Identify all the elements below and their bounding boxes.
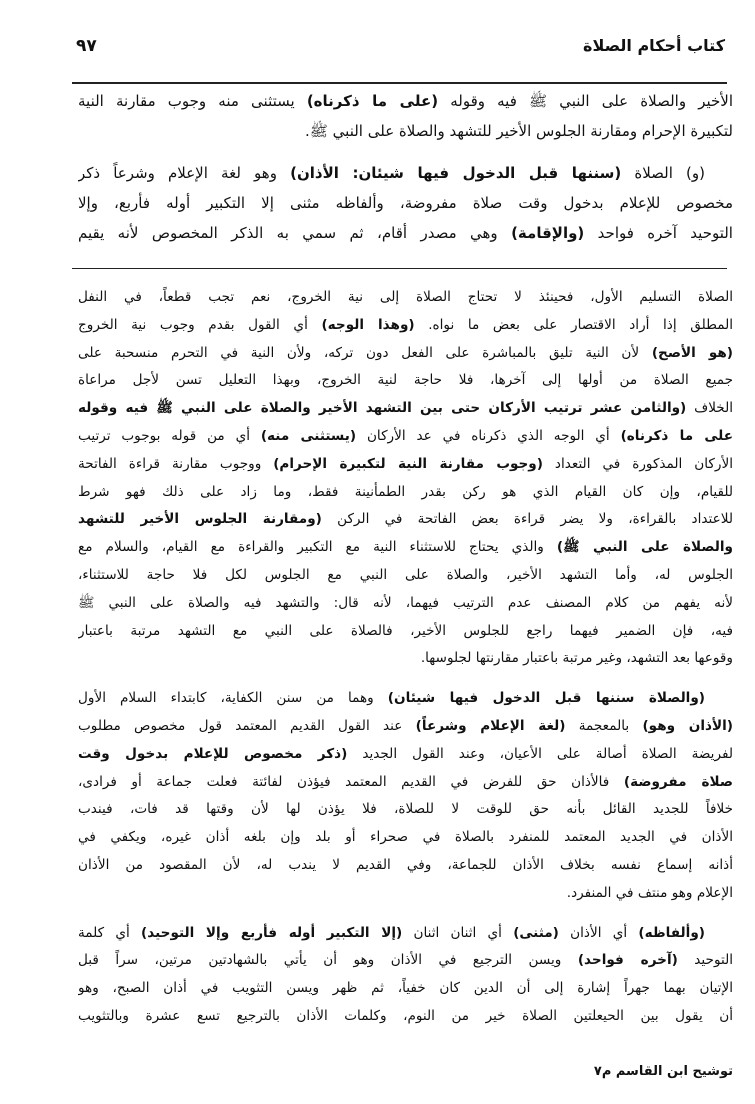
commentary-text-run: مخصوص للإعلام بدخول وقت صلاة مفروضة، وألفاظه مثنى إلا التكبير أوله فأربع، وإلا — [78, 194, 733, 212]
commentary-text-run: الجلوس له، وأما التشهد الأخير، والصلاة على النبي مع الجلوس لكل فلا حاجة للاستثناء، — [78, 566, 733, 583]
commentary-text — [78, 284, 733, 1031]
commentary-text-run: أي اثنان اثنان — [402, 924, 514, 941]
commentary-text-run: لأن النية تليق بالمباشرة على الفعل دون تركه، ولأن النية في التحرم منسحبة على — [78, 344, 652, 361]
text-line — [78, 769, 733, 797]
text-line — [78, 218, 733, 248]
matn-bold-text: (وجوب مقارنة النية لتكبيرة الإحرام) — [273, 455, 543, 472]
text-line — [78, 340, 733, 368]
commentary-text-run: جميع الصلاة من أولها إلى آخرها، فلا حاجة لنية الخروج، وبهذا التعليل تسن لأجل مراعاة — [78, 372, 733, 389]
commentary-text-run: ووجوب مقارنة قراءة الفاتحة — [78, 455, 274, 472]
commentary-text-run: الأخير والصلاة على النبي ﷺ فيه وقوله — [438, 92, 733, 110]
matn-bold-text: صلاة مفروضة) — [623, 773, 733, 790]
commentary-text-run: الصلاة التسليم الأول، فحينئذ لا تحتاج الصلاة إلى نية الخروج، نعم تجب قطعاً، في النفل — [78, 289, 733, 305]
commentary-text-run: لتكبيرة الإحرام ومقارنة الجلوس الأخير للتشهد والصلاة على النبي ﷺ. — [305, 122, 733, 140]
commentary-text-run: عند القول القديم المعتمد قول مخصوص مطلوب — [78, 717, 416, 734]
paragraph — [78, 284, 733, 673]
footnote-separator — [72, 268, 727, 269]
header-rule — [72, 82, 727, 84]
commentary-text-run: خلافاً للجديد القائل بأنه حق للوقت لا للصلاة، فلا يؤذن لها لأن وقتها قد فات، فيندب — [78, 801, 733, 818]
commentary-text-run: لفريضة الصلاة أصالة على الأعيان، وعند القول الجديد — [347, 745, 733, 762]
matn-bold-text: (ذكر مخصوص للإعلام بدخول وقت — [78, 745, 348, 762]
text-line — [78, 824, 733, 852]
text-line — [78, 395, 733, 423]
commentary-text-run: والذي يحتاج للاستثناء النية مع التكبير والقراءة مع القيام، والسلام مع — [78, 539, 557, 556]
matn-bold-text: (والثامن عشر ترتيب الأركان حتى بين التشهد الأخير والصلاة على النبي ﷺ فيه وقوله — [78, 400, 687, 417]
commentary-text-run: أي الأذان — [558, 924, 639, 941]
commentary-text-run: فيه، فإن الضمير فيهما راجع للجلوس الأخير، فالصلاة على النبي مع التشهد مرتبة باعتبار — [78, 622, 733, 639]
text-line — [78, 741, 733, 769]
text-line — [78, 284, 733, 312]
text-line — [78, 713, 733, 741]
commentary-text-run: أي الوجه الذي ذكرناه في عد الأركان — [356, 427, 621, 444]
matn-bold-text: (آخره فواحد) — [577, 952, 678, 969]
commentary-text-run: المطلق إذا أراد الاقتصار على بعض ما نواه. — [414, 316, 733, 333]
running-header — [72, 34, 725, 64]
text-line — [78, 423, 733, 451]
matn-bold-text: (سننها قبل الدخول فيها شيئان: الأذان) — [290, 164, 622, 182]
commentary-text-run: الإعلام وهو منتف في المنفرد. — [566, 884, 733, 901]
text-line — [78, 479, 733, 507]
text-line — [78, 367, 733, 395]
matn-bold-text: (يستثنى منه) — [260, 427, 357, 444]
text-line — [78, 590, 733, 618]
commentary-text-run: أي من قوله بوجوب ترتيب — [78, 427, 261, 444]
matn-bold-text: (الأذان وهو) — [642, 717, 733, 734]
commentary-text-run: الأذان في الجديد المعتمد للمنفرد بالصلاة في صحراء أو بلد وإن بلغه أذان غيره، ويكفي في — [78, 829, 733, 846]
paragraph — [78, 86, 733, 146]
commentary-text-run: ويسن الترجيع في الأذان وهو أن يأتي بالشهادتين مرتين، سراً قبل — [78, 952, 578, 969]
text-line — [78, 796, 733, 824]
commentary-text-run: أي كلمة — [78, 924, 142, 941]
matn-bold-text: (إلا التكبير أوله فأربع وإلا التوحيد) — [141, 924, 403, 941]
commentary-text-run: للاعتداد بالقراءة، ولا يضر قراءة بعض الفاتحة في الركن — [321, 511, 733, 528]
text-line — [78, 975, 733, 1003]
matn-bold-text: (على ما ذكرناه) — [306, 92, 439, 110]
signature-mark: توشيح ابن القاسم م٧ — [593, 1064, 733, 1079]
text-line — [78, 1003, 733, 1031]
running-title: كتاب أحكام الصلاة — [583, 36, 725, 55]
text-line — [78, 685, 733, 713]
main-text — [78, 86, 733, 248]
page-number: ٩٧ — [76, 36, 97, 56]
text-line — [78, 158, 733, 188]
commentary-text-run: أذانه إسماع نفسه بخلاف الأذان للجماعة، وفي القديم لا يندب له، لأن المقصود من الأذان — [78, 856, 733, 873]
text-line — [78, 188, 733, 218]
commentary-text-run: أي القول بقدم وجوب نية الخروج — [78, 316, 322, 333]
paragraph — [78, 158, 733, 248]
text-line — [78, 86, 733, 116]
matn-bold-text: (لغة الإعلام وشرعاً) — [415, 717, 566, 734]
text-line — [78, 852, 733, 880]
commentary-text-run: للقيام، وإن كان القيام الذي هو ركن بقدر الطمأنينة فقط، وما زاد على ذلك فهو شرط — [78, 483, 733, 500]
paragraph — [78, 685, 733, 907]
commentary-text-run: لأنه يفهم من كلام المصنف عدم الترتيب فيهما، لأنه قال: والتشهد فيه والصلاة على النبي ﷺ — [78, 594, 733, 611]
commentary-text-run: يستثنى منه وجوب مقارنة النية — [78, 92, 307, 110]
matn-bold-text: (والصلاة سننها قبل الدخول فيها شيئان) — [387, 690, 706, 707]
matn-bold-text: (والإقامة) — [511, 224, 585, 242]
text-line — [78, 880, 733, 908]
commentary-text-run: التوحيد — [677, 952, 733, 969]
commentary-text-run: الخلاف — [686, 400, 733, 417]
commentary-text-run: الأركان المذكورة في التعداد — [542, 455, 733, 472]
paragraph — [78, 920, 733, 1031]
text-line — [78, 116, 733, 146]
commentary-text-run: فالأذان حق للفرض في القديم المعتمد فيؤذن لفائتة فعلت جماعة أو فرادى، — [78, 773, 624, 790]
commentary-text-run: وقوعها بعد التشهد، وغير مرتبة باعتبار مقارنتها لجلوسها. — [420, 650, 733, 667]
matn-bold-text: (وألفاظه) — [638, 924, 705, 941]
commentary-text-run: بالمعجمة — [565, 717, 643, 734]
commentary-text-run: وهي مصدر أقام، ثم سمي به الذكر المخصوص لأنه يقيم — [78, 224, 512, 242]
matn-bold-text: (ومقارنة الجلوس الأخير للتشهد — [78, 511, 322, 528]
text-line — [78, 645, 733, 673]
matn-bold-text: (مثنى) — [513, 924, 559, 941]
matn-bold-text: (وهذا الوجه) — [321, 316, 415, 333]
commentary-text-run: وهما من سنن الكفاية، كابتداء السلام الأول — [78, 690, 388, 707]
text-line — [78, 618, 733, 646]
commentary-text-run: (و) الصلاة — [621, 164, 705, 182]
matn-bold-text: والصلاة على النبي ﷺ) — [556, 539, 733, 556]
text-line — [78, 534, 733, 562]
text-line — [78, 312, 733, 340]
text-line — [78, 562, 733, 590]
matn-bold-text: (هو الأصح) — [651, 344, 733, 361]
text-line — [78, 947, 733, 975]
commentary-text-run: أن يقول بين الحيعلتين الصلاة خير من النوم، وكلمات الأذان بالترجيع تسع عشرة وبالتثويب — [78, 1007, 733, 1024]
commentary-text-run: التوحيد آخره فواحد — [584, 224, 733, 242]
text-line — [78, 506, 733, 534]
text-line — [78, 451, 733, 479]
commentary-text-run: وهو لغة الإعلام وشرعاً ذكر — [78, 164, 291, 182]
text-line — [78, 920, 733, 948]
matn-bold-text: على ما ذكرناه) — [620, 427, 733, 444]
commentary-text-run: الإتيان بهما جهراً إشارة إلى أن الدين كان خفياً، ثم ظهر ويسن التثويب في أذان الصبح، وهو — [78, 980, 733, 997]
